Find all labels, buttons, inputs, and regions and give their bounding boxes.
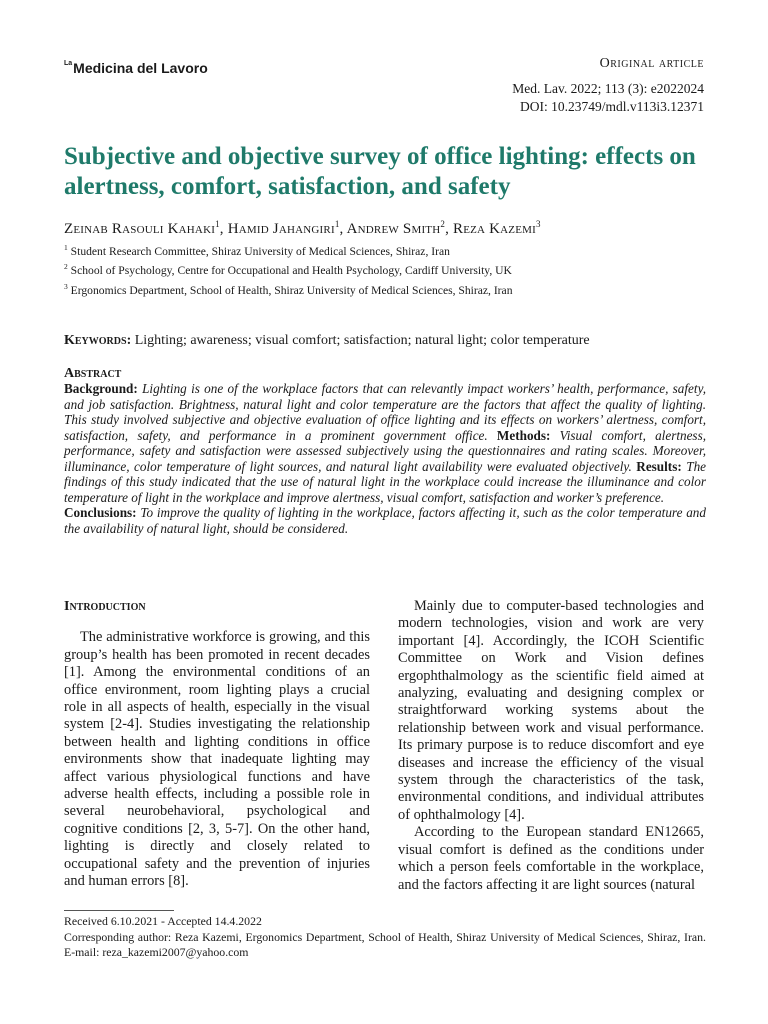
abstract-results: The findings of this study indicated that the use of natural light in the workplace could increase the illuminance and color temperature of light in the workplace and improve alertness, visual comfort, satisfaction and worker’s preference. [64,458,707,505]
corresponding-author: Corresponding author: Reza Kazemi, Ergonomics Department, School of Health, Shiraz University of Medical Sciences, Shiraz, Iran. E-mail: reza_kazemi2007@yahoo.com [64,929,706,959]
abstract-background: Lighting is one of the workplace factors that can relevantly impact workers’ health, performance, safety, and job satisfaction. Brightness, natural light and color temperature are the factors that affect the quality of lighting. This study involved subjective and objective evaluation of office lighting and its effects on workers’ alertness, comfort, satisfaction, safety, and performance in a prominent government office. [64,381,706,443]
abstract-heading: Abstract [64,366,122,381]
body-column-left [64,598,370,891]
abstract [64,381,706,536]
keywords-label: Keywords: [64,333,132,348]
abstract-conclusions: To improve the quality of lighting in the workplace, factors affecting it, such as the color temperature and the availability of natural light, should be considered. [64,505,706,536]
affiliation: $^3$ Ergonomics Department, School of Health, Shiraz University of Medical Sciences, Shiraz, Iran [64,281,513,297]
citation-block [512,80,704,116]
author-affil-mark: 1 [334,219,340,229]
paragraph: The administrative workforce is growing, and this group’s health has been promoted in recent decades [1]. Among the environmental conditions of an office environment, room lighting plays a crucial role in all aspects of health, especially in the visual system [2-4]. Studies investigating the relationship between health and lighting conditions in office environments show that inadequate lighting may affect various physiological functions and have adverse health effects, including a possible role in several neurobehavioral, psychological and cognitive conditions [2, 3, 5-7]. On the other hand, lighting is directly and closely related to occupational safety and the prevention of injuries and human errors [8]. [64,629,370,890]
author-affil-mark: 2 [440,219,446,229]
article-type: Original article [599,56,704,71]
affiliation: $^2$ School of Psychology, Centre for Occupational and Health Psychology, Cardiff University, UK [64,262,512,278]
received-dates: Received 6.10.2021 - Accepted 14.4.2022 [64,914,262,928]
affiliations [64,240,513,298]
doi-link[interactable]: DOI: 10.23749/mdl.v113i3.12371 [520,99,704,114]
author-list: Zeinab Rasouli Kahaki$^1$, Hamid Jahangiri$^1$, Andrew Smith$^2$, Reza Kazemi$^3$ [64,219,541,237]
article-title: Subjective and objective survey of office lighting: effects on alertness, comfort, satisfaction, and safety [64,143,696,200]
abstract-background-label: Background: [64,381,138,396]
keywords-text: Lighting; awareness; visual comfort; satisfaction; natural light; color temperature [131,333,590,348]
footnote [64,914,706,961]
citation: Med. Lav. 2022; 113 (3): e2022024 [512,81,704,96]
abstract-results-label: Results: [636,458,682,474]
affiliation: $^1$ Student Research Committee, Shiraz University of Medical Sciences, Shiraz, Iran [64,243,450,258]
paragraph: Mainly due to computer-based technologies and modern technologies, vision and work are very important [4]. Accordingly, the ICOH Scientific Committee on Work and Vision defines ergophthalmology as the scientific field aimed at analyzing, evaluating and designing complex or straightforward working systems about the relationship between work and visual performance. Its primary purpose is to reduce discomfort and eye diseases and increase the efficiency of the visual system through the characteristics of the task, environmental conditions, and individual attributes of ophthalmology [4]. [398,598,704,823]
author-name: Reza Kazemi [452,221,536,237]
journal-prefix: La [64,60,73,67]
author-name: Zeinab Rasouli Kahaki [64,221,216,237]
body-column-right [398,598,704,894]
footnote-divider [64,910,174,911]
author-name: Andrew Smith [346,221,441,237]
abstract-conclusions-label: Conclusions: [64,505,137,520]
abstract-methods-label: Methods: [496,427,551,443]
section-heading-introduction: Introduction [64,599,146,614]
paragraph: According to the European standard EN12665, visual comfort is defined as the conditions under which a person feels comfortable in the workplace, and the factors affecting it are light sources (natural [398,824,704,893]
author-name: Hamid Jahangiri [227,221,335,237]
journal-name: Medicina del Lavoro [73,60,208,76]
author-affil-mark: 3 [535,219,541,229]
journal-logo [64,60,208,76]
keywords [64,333,590,349]
abstract-methods: Visual comfort, alertness, performance, safety and satisfaction were assessed subjectively using the questionnaires and rating scales. Moreover, illuminance, color temperature of light sources, and natural light availability were evaluated objectively. [64,427,706,474]
author-affil-mark: 1 [215,219,220,229]
